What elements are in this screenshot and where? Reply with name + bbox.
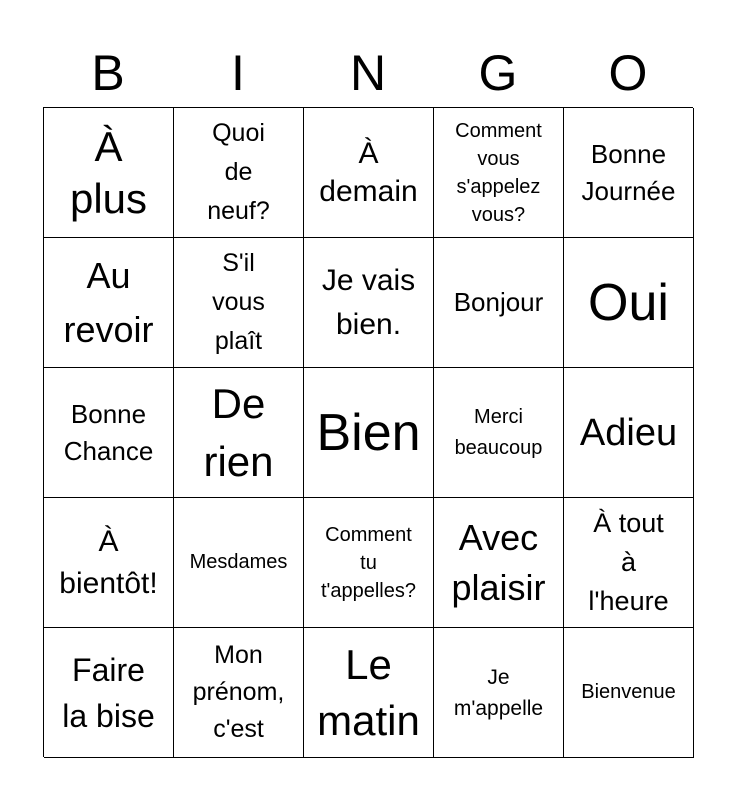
cell-text: Bonne Chance	[63, 398, 154, 466]
bingo-cell[interactable]	[564, 628, 694, 758]
bingo-cell[interactable]	[564, 368, 694, 498]
bingo-cell[interactable]	[434, 498, 564, 628]
bingo-cell[interactable]	[44, 238, 174, 368]
bingo-cell[interactable]	[564, 108, 694, 238]
bingo-cell[interactable]	[174, 238, 304, 368]
cell-text: Bonne Journée	[581, 138, 676, 206]
cell-text: Je vais bien.	[321, 263, 416, 341]
bingo-cell[interactable]	[174, 498, 304, 628]
bingo-cell[interactable]	[304, 628, 434, 758]
bingo-board	[43, 107, 693, 757]
cell-text: S'il vous plaît	[212, 249, 265, 355]
header-letter-i: I	[231, 45, 245, 101]
header-letter-n: N	[349, 45, 387, 101]
cell-text: Quoi de neuf?	[207, 119, 270, 225]
header-letter-o: O	[608, 45, 648, 101]
cell-text: Je m'appelle	[453, 665, 544, 720]
bingo-cell[interactable]	[44, 498, 174, 628]
cell-text: Comment tu t'appelles?	[321, 523, 416, 602]
cell-text: Bienvenue	[581, 681, 676, 703]
cell-text: Bien	[316, 403, 421, 462]
bingo-cell[interactable]	[44, 368, 174, 498]
cell-text: À plus	[69, 122, 148, 222]
cell-text: Mon prénom, c'est	[192, 641, 285, 743]
bingo-cell[interactable]	[434, 238, 564, 368]
cell-text: Le matin	[317, 640, 420, 744]
cell-text: Faire la bise	[62, 651, 155, 734]
bingo-cell[interactable]	[564, 238, 694, 368]
bingo-cell[interactable]	[434, 628, 564, 758]
bingo-cell[interactable]	[174, 368, 304, 498]
bingo-cell[interactable]	[564, 498, 694, 628]
cell-text: Au revoir	[63, 254, 154, 350]
cell-text: Bonjour	[453, 287, 544, 317]
bingo-cell[interactable]	[304, 498, 434, 628]
bingo-cell[interactable]	[174, 628, 304, 758]
header-letter-b: B	[91, 45, 125, 101]
cell-text: Comment vous s'appelez vous?	[455, 119, 542, 226]
cell-text: Avec plaisir	[451, 516, 546, 608]
bingo-cell[interactable]	[44, 108, 174, 238]
cell-text: À bientôt!	[59, 524, 158, 600]
bingo-cell[interactable]	[304, 368, 434, 498]
cell-text: À tout à l'heure	[588, 508, 669, 616]
bingo-cell[interactable]	[44, 628, 174, 758]
bingo-cell[interactable]	[174, 108, 304, 238]
bingo-cell[interactable]	[434, 108, 564, 238]
cell-text: Mesdames	[189, 551, 288, 573]
cell-text: Merci beaucoup	[454, 405, 543, 459]
header-letter-g: G	[478, 45, 518, 101]
bingo-cell[interactable]	[304, 108, 434, 238]
bingo-cell[interactable]	[434, 368, 564, 498]
cell-text: Adieu	[579, 411, 678, 454]
bingo-header	[43, 38, 693, 108]
cell-text: Oui	[588, 273, 669, 332]
cell-text: À demain	[319, 136, 418, 208]
bingo-cell[interactable]	[304, 238, 434, 368]
cell-text: De rien	[203, 379, 274, 485]
